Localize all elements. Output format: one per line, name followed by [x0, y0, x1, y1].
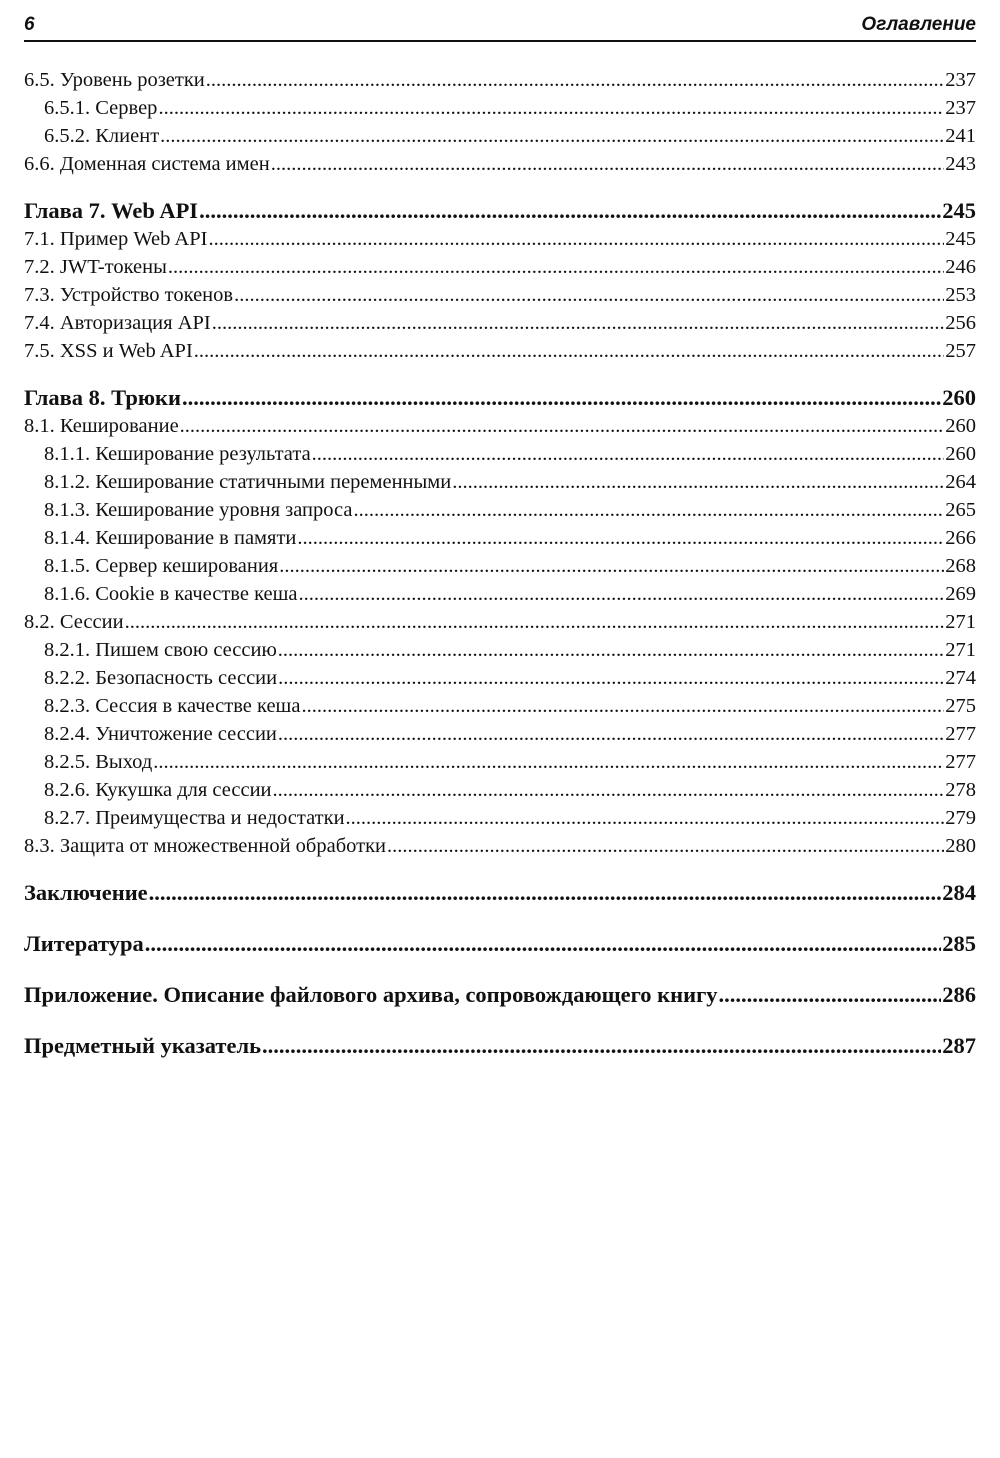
toc-entry-title: 8.1.2. Кеширование статичными переменными — [44, 471, 452, 493]
dot-leader — [719, 982, 942, 1008]
toc-entry-page: 275 — [945, 695, 976, 717]
toc-entry-8-2-1[interactable] — [24, 639, 976, 667]
dot-leader — [279, 555, 944, 578]
toc-entry-title: 6.6. Доменная система имен — [24, 153, 270, 175]
toc-entry-page: 265 — [945, 499, 976, 521]
toc-literature[interactable] — [24, 931, 976, 961]
toc-index[interactable] — [24, 1033, 976, 1063]
toc-chapter-page: 285 — [942, 931, 976, 956]
toc-entry-page: 279 — [945, 807, 976, 829]
dot-leader — [278, 667, 944, 690]
dot-leader — [262, 1033, 941, 1059]
toc-entry-7-3[interactable] — [24, 284, 976, 312]
toc-chapter-page: 286 — [942, 982, 976, 1007]
dot-leader — [278, 639, 944, 662]
toc-chapter-title: Приложение. Описание файлового архива, сопровождающего книгу — [24, 982, 718, 1007]
toc-entry-7-4[interactable] — [24, 312, 976, 340]
toc-entry-8-2[interactable] — [24, 611, 976, 639]
toc-entry-page: 269 — [945, 583, 976, 605]
toc-entry-title: 8.2.2. Безопасность сессии — [44, 667, 278, 689]
page-number: 6 — [24, 14, 35, 35]
dot-leader — [346, 807, 945, 830]
toc-entry-7-1[interactable] — [24, 228, 976, 256]
dot-leader — [312, 443, 945, 466]
toc-chapter-7[interactable] — [24, 198, 976, 228]
toc-chapter-title: Литература — [24, 931, 144, 956]
toc-entry-7-2[interactable] — [24, 256, 976, 284]
toc-chapter-title: Глава 7. Web API — [24, 198, 199, 223]
dot-leader — [160, 125, 944, 148]
toc-entry-title: 8.2.4. Уничтожение сессии — [44, 723, 277, 745]
toc-entry-title: 8.2.1. Пишем свою сессию — [44, 639, 277, 661]
toc-entry-title: 8.1.5. Сервер кеширования — [44, 555, 279, 577]
toc-entry-8-3[interactable] — [24, 835, 976, 863]
toc-entry-page: 243 — [945, 153, 976, 175]
dot-leader — [301, 695, 944, 718]
toc-conclusion[interactable] — [24, 880, 976, 910]
toc-entry-title: 6.5.1. Сервер — [44, 97, 158, 119]
toc-entry-page: 256 — [945, 312, 976, 334]
toc-entry-title: 8.1.4. Кеширование в памяти — [44, 527, 297, 549]
toc-chapter-page: 287 — [942, 1033, 976, 1058]
toc-chapter-title: Глава 8. Трюки — [24, 385, 181, 410]
toc-chapter-page: 260 — [942, 385, 976, 410]
page-header — [24, 14, 976, 42]
toc-entry-page: 245 — [945, 228, 976, 250]
dot-leader — [145, 931, 942, 957]
toc-entry-page: 253 — [945, 284, 976, 306]
toc-entry-8-2-4[interactable] — [24, 723, 976, 751]
toc-entry-page: 257 — [945, 340, 976, 362]
toc-entry-page: 277 — [945, 751, 976, 773]
toc-entry-page: 246 — [945, 256, 976, 278]
toc-entry-title: 8.2. Сессии — [24, 611, 124, 633]
toc-entry-6-5-1[interactable] — [24, 97, 976, 125]
dot-leader — [212, 312, 945, 335]
dot-leader — [299, 583, 945, 606]
toc-entry-title: 7.5. XSS и Web API — [24, 340, 193, 362]
toc-entry-8-1-4[interactable] — [24, 527, 976, 555]
toc-entry-title: 8.2.6. Кукушка для сессии — [44, 779, 272, 801]
dot-leader — [168, 256, 944, 279]
toc-entry-page: 237 — [945, 97, 976, 119]
toc-entry-7-5[interactable] — [24, 340, 976, 368]
toc-entry-title: 8.2.3. Сессия в качестве кеша — [44, 695, 301, 717]
dot-leader — [158, 97, 944, 120]
dot-leader — [153, 751, 944, 774]
dot-leader — [194, 340, 944, 363]
toc-entry-page: 237 — [945, 69, 976, 91]
toc-entry-page: 266 — [945, 527, 976, 549]
toc-entry-page: 241 — [945, 125, 976, 147]
toc-entry-8-2-6[interactable] — [24, 779, 976, 807]
dot-leader — [125, 611, 945, 634]
toc-chapter-title: Предметный указатель — [24, 1033, 261, 1058]
toc-chapter-page: 245 — [942, 198, 976, 223]
toc-appendix[interactable] — [24, 982, 976, 1012]
toc-entry-title: 8.3. Защита от множественной обработки — [24, 835, 387, 857]
dot-leader — [199, 198, 941, 224]
toc-chapter-8[interactable] — [24, 385, 976, 415]
dot-leader — [273, 779, 945, 802]
toc-entry-8-2-5[interactable] — [24, 751, 976, 779]
toc-entry-6-6[interactable] — [24, 153, 976, 181]
toc-entry-title: 8.1.6. Cookie в качестве кеша — [44, 583, 298, 605]
running-title: Оглавление — [861, 14, 976, 35]
dot-leader — [387, 835, 944, 858]
toc-entry-page: 271 — [945, 639, 976, 661]
toc-entry-title: 7.2. JWT-токены — [24, 256, 167, 278]
toc-entry-title: 8.1.3. Кеширование уровня запроса — [44, 499, 353, 521]
toc-entry-page: 274 — [945, 667, 976, 689]
toc-entry-page: 260 — [945, 443, 976, 465]
toc-chapter-title: Заключение — [24, 880, 148, 905]
toc-entry-title: 8.2.5. Выход — [44, 751, 153, 773]
toc-entry-8-1-2[interactable] — [24, 471, 976, 499]
table-of-contents — [24, 69, 976, 1063]
toc-entry-8-1-1[interactable] — [24, 443, 976, 471]
toc-entry-8-1-6[interactable] — [24, 583, 976, 611]
toc-entry-page: 264 — [945, 471, 976, 493]
toc-entry-title: 8.1. Кеширование — [24, 415, 179, 437]
toc-entry-8-2-3[interactable] — [24, 695, 976, 723]
toc-entry-page: 278 — [945, 779, 976, 801]
dot-leader — [452, 471, 944, 494]
dot-leader — [353, 499, 944, 522]
toc-entry-8-1[interactable] — [24, 415, 976, 443]
toc-entry-page: 280 — [945, 835, 976, 857]
dot-leader — [278, 723, 944, 746]
dot-leader — [297, 527, 944, 550]
toc-chapter-page: 284 — [942, 880, 976, 905]
toc-entry-6-5[interactable] — [24, 69, 976, 97]
toc-entry-8-2-2[interactable] — [24, 667, 976, 695]
toc-entry-6-5-2[interactable] — [24, 125, 976, 153]
toc-entry-8-2-7[interactable] — [24, 807, 976, 835]
dot-leader — [206, 69, 944, 92]
toc-entry-page: 277 — [945, 723, 976, 745]
toc-entry-page: 260 — [945, 415, 976, 437]
dot-leader — [208, 228, 944, 251]
dot-leader — [180, 415, 945, 438]
dot-leader — [271, 153, 945, 176]
toc-entry-page: 268 — [945, 555, 976, 577]
dot-leader — [149, 880, 942, 906]
toc-entry-title: 6.5.2. Клиент — [44, 125, 160, 147]
toc-entry-title: 7.3. Устройство токенов — [24, 284, 234, 306]
toc-entry-title: 7.4. Авторизация API — [24, 312, 211, 334]
toc-entry-8-1-5[interactable] — [24, 555, 976, 583]
dot-leader — [182, 385, 941, 411]
toc-entry-title: 8.1.1. Кеширование результата — [44, 443, 311, 465]
toc-entry-title: 8.2.7. Преимущества и недостатки — [44, 807, 345, 829]
toc-entry-title: 6.5. Уровень розетки — [24, 69, 205, 91]
toc-entry-title: 7.1. Пример Web API — [24, 228, 208, 250]
toc-entry-page: 271 — [945, 611, 976, 633]
toc-entry-8-1-3[interactable] — [24, 499, 976, 527]
dot-leader — [234, 284, 944, 307]
